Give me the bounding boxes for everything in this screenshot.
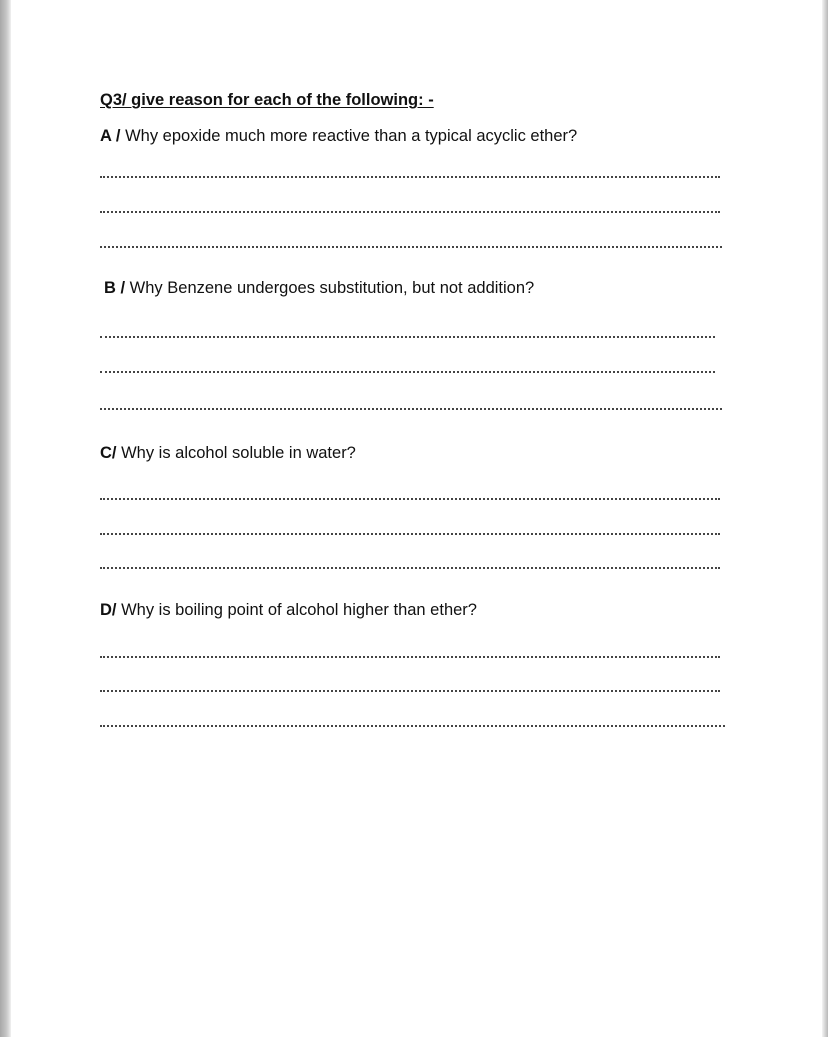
question-d-label: D/ — [100, 601, 117, 619]
answer-line-a-1[interactable] — [100, 176, 720, 178]
worksheet-page — [11, 0, 822, 1037]
question-a — [100, 127, 577, 146]
answer-line-a-2[interactable] — [100, 211, 720, 213]
answer-line-d-2[interactable] — [100, 690, 720, 692]
answer-line-b-3[interactable] — [100, 408, 722, 410]
question-b — [104, 279, 534, 298]
question-d-text: Why is boiling point of alcohol higher than ether? — [116, 601, 477, 619]
question-c-label: C/ — [100, 444, 117, 462]
answer-line-c-1[interactable] — [100, 498, 720, 500]
answer-line-b-1[interactable] — [100, 336, 715, 338]
question-c — [100, 444, 356, 463]
question-d — [100, 601, 477, 620]
section-title: Q3/ give reason for each of the following: - — [100, 91, 434, 109]
question-b-label: B / — [104, 279, 126, 297]
page-shadow-left — [0, 0, 11, 1037]
question-a-text: Why epoxide much more reactive than a typical acyclic ether? — [120, 127, 578, 145]
answer-line-c-2[interactable] — [100, 533, 720, 535]
answer-line-a-3[interactable] — [100, 246, 722, 248]
answer-line-b-2[interactable] — [100, 371, 715, 373]
question-a-label: A / — [100, 127, 121, 145]
question-c-text: Why is alcohol soluble in water? — [116, 444, 356, 462]
answer-line-d-3[interactable] — [100, 725, 725, 727]
question-b-text: Why Benzene undergoes substitution, but not addition? — [125, 279, 535, 297]
answer-line-d-1[interactable] — [100, 656, 720, 658]
page-shadow-right — [822, 0, 828, 1037]
answer-line-c-3[interactable] — [100, 567, 720, 569]
